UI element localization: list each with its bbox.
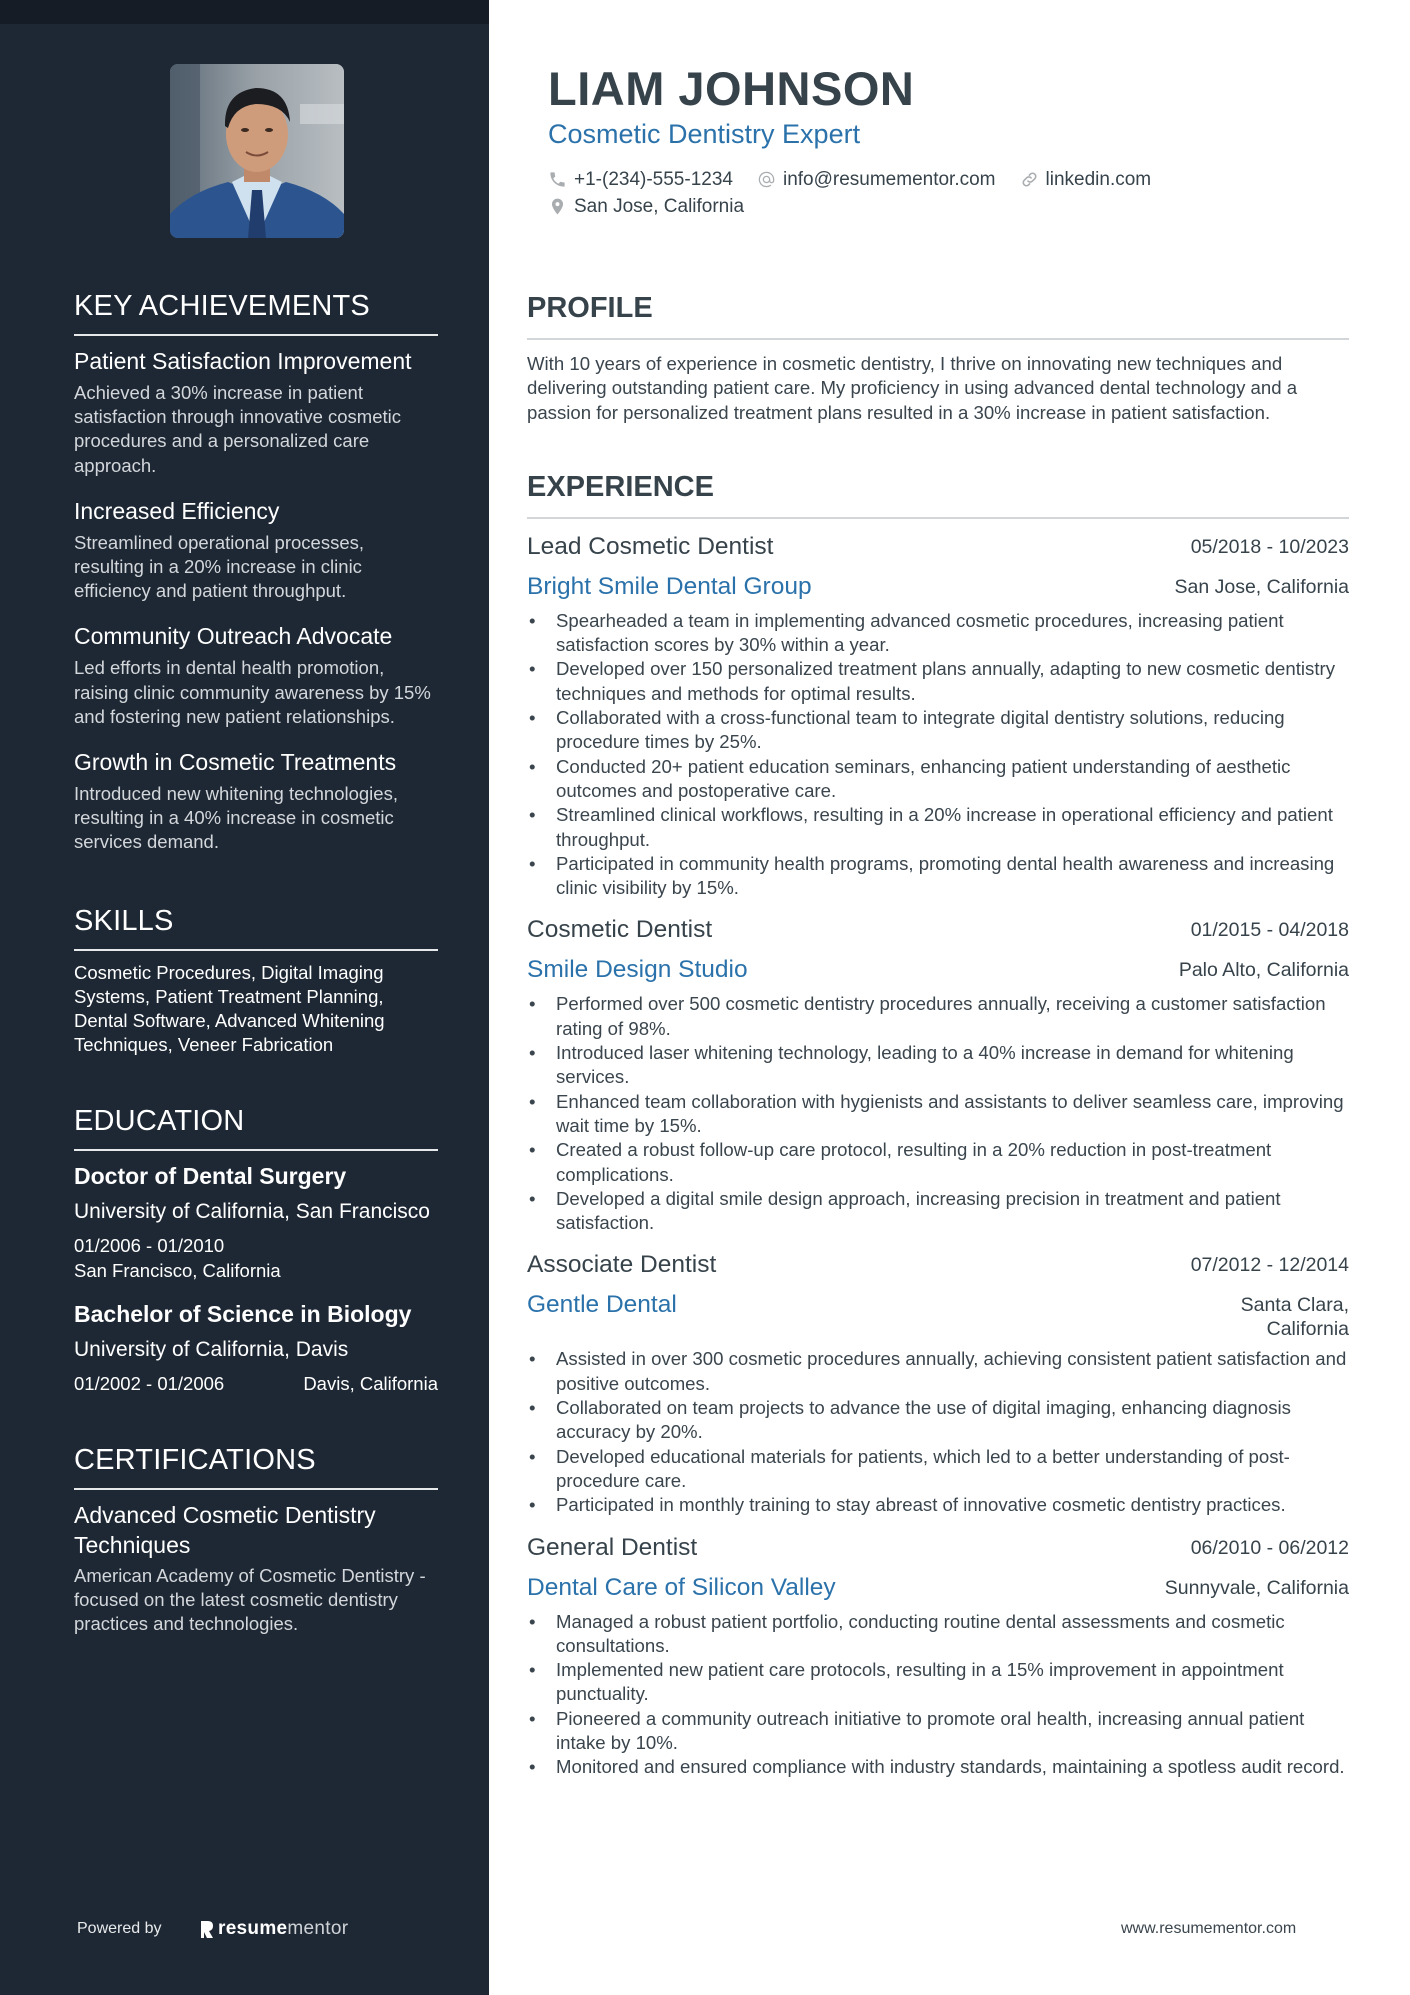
- resume-header: [548, 60, 1348, 220]
- achievement-desc: Introduced new whitening technologies, resulting in a 40% increase in cosmetic services demand.: [74, 783, 398, 853]
- job-bullet: • Implemented new patient care protocols, resulting in a 15% improvement in appointment punctuality.: [527, 1658, 1349, 1707]
- education-dates: 01/2002 - 01/2006: [74, 1372, 225, 1394]
- contact-location: [548, 193, 744, 220]
- job-dates: 01/2015 - 04/2018: [1190, 919, 1349, 942]
- education-school: University of California, San Francisco: [74, 1200, 430, 1224]
- achievement-item: [74, 496, 438, 604]
- certifications-section: [74, 1442, 438, 1637]
- website-link[interactable]: www.resumementor.com: [1121, 1920, 1297, 1937]
- education-location: Davis, California: [303, 1372, 438, 1394]
- education-dates: 01/2006 - 01/2010: [74, 1235, 225, 1257]
- job-company-row: [527, 1281, 1349, 1341]
- achievement-title: Patient Satisfaction Improvement: [74, 348, 412, 374]
- job-title: Cosmetic Dentist: [527, 916, 713, 944]
- job-bullet: • Introduced laser whitening technology, leading to a 40% increase in demand for whitening services.: [527, 1041, 1349, 1090]
- job-bullet: • Pioneered a community outreach initiative to promote oral health, increasing annual patient intake by 10%.: [527, 1707, 1349, 1756]
- job-title-row: [527, 1532, 1349, 1564]
- resumementor-logo[interactable]: [200, 1918, 348, 1940]
- linkedin-text: linkedin.com: [1045, 169, 1152, 190]
- job-title-row: [527, 1249, 1349, 1281]
- achievement-item: [74, 621, 438, 729]
- education-heading: EDUCATION: [74, 1103, 438, 1151]
- job-location: Palo Alto, California: [1178, 959, 1349, 982]
- job-bullet: • Participated in monthly training to stay abreast of innovative cosmetic dentistry practices.: [527, 1493, 1349, 1517]
- job-bullet: • Enhanced team collaboration with hygienists and assistants to deliver seamless care, improving wait time by 15%.: [527, 1090, 1349, 1139]
- sidebar-top-band: [0, 0, 489, 24]
- candidate-name: LIAM JOHNSON: [548, 62, 915, 115]
- education-degree: Bachelor of Science in Biology: [74, 1300, 412, 1327]
- achievement-item: [74, 346, 438, 478]
- job-title-row: [527, 914, 1349, 946]
- skills-heading: SKILLS: [74, 903, 438, 951]
- profile-summary: With 10 years of experience in cosmetic dentistry, I thrive on innovating new techniques and delivering outstanding patient care. My proficiency in using advanced dental technology and a passion for personalized treatment plans resulted in a 30% increase in patient satisfaction.: [527, 353, 1298, 423]
- job-dates: 07/2012 - 12/2014: [1190, 1254, 1349, 1277]
- job-bullet: • Participated in community health programs, promoting dental health awareness and increasing clinic visibility by 15%.: [527, 852, 1349, 901]
- job-location: Sunnyvale, California: [1164, 1576, 1349, 1599]
- job-bullet: • Assisted in over 300 cosmetic procedures annually, achieving consistent patient satisfaction and positive outcomes.: [527, 1347, 1349, 1396]
- job-company-row: [527, 563, 1349, 603]
- job-bullet: • Collaborated with a cross-functional team to integrate digital dentistry solutions, reducing procedure times by 25%.: [527, 706, 1349, 755]
- job-bullets: [527, 1347, 1349, 1517]
- contact-phone[interactable]: [548, 166, 733, 193]
- job-bullet: • Spearheaded a team in implementing advanced cosmetic procedures, increasing patient satisfaction scores by 30% within a year.: [527, 609, 1349, 658]
- job-dates: 05/2018 - 10/2023: [1190, 535, 1349, 558]
- powered-by: [77, 1918, 348, 1940]
- achievements-heading: KEY ACHIEVEMENTS: [74, 288, 438, 336]
- contact-linkedin[interactable]: [1020, 166, 1152, 193]
- experience-section: [527, 469, 1349, 1780]
- education-item: [74, 1299, 438, 1396]
- job-bullet: • Created a robust follow-up care protocol, resulting in a 20% reduction in post-treatment complications.: [527, 1138, 1349, 1187]
- brand-part-b: mentor: [287, 1918, 349, 1939]
- job-title-row: [527, 531, 1349, 563]
- job-company: Dental Care of Silicon Valley: [527, 1573, 836, 1601]
- job-entry: [527, 1532, 1349, 1780]
- education-location: San Francisco, California: [74, 1259, 281, 1281]
- job-bullet: • Streamlined clinical workflows, resulting in a 20% increase in operational efficiency and patient throughput.: [527, 803, 1349, 852]
- job-bullet: • Developed over 150 personalized treatment plans annually, adapting to new cosmetic dentistry techniques and methods for optimal results.: [527, 657, 1349, 706]
- job-bullets: [527, 992, 1349, 1235]
- education-meta: [74, 1372, 438, 1396]
- education-section: [74, 1103, 438, 1396]
- portrait-image: [170, 64, 344, 238]
- job-bullets: [527, 1610, 1349, 1780]
- achievements-section: [74, 288, 438, 855]
- contact-row-1: [548, 166, 1348, 193]
- contact-info: [548, 166, 1348, 220]
- achievement-desc: Led efforts in dental health promotion, raising clinic community awareness by 15% and fostering new patient relationships.: [74, 657, 431, 727]
- job-entry: [527, 1249, 1349, 1517]
- phone-text: +1-(234)-555-1234: [574, 169, 733, 190]
- achievement-desc: Streamlined operational processes, resulting in a 20% increase in clinic efficiency and patient throughput.: [74, 531, 364, 602]
- certification-desc: American Academy of Cosmetic Dentistry - focused on the latest cosmetic dentistry practices and technologies.: [74, 1565, 426, 1635]
- achievement-title: Increased Efficiency: [74, 497, 280, 524]
- experience-heading: EXPERIENCE: [527, 469, 1349, 519]
- education-school: University of California, Davis: [74, 1337, 349, 1361]
- resumementor-mark-icon: [200, 1920, 214, 1939]
- job-company-row: [527, 946, 1349, 986]
- job-entry: [527, 914, 1349, 1235]
- job-title: Associate Dentist: [527, 1251, 717, 1279]
- skills-section: [74, 903, 438, 1058]
- spacer: [527, 425, 1349, 469]
- job-bullet: • Monitored and ensured compliance with industry standards, maintaining a spotless audit record.: [527, 1755, 1349, 1779]
- location-pin-icon: [548, 197, 567, 216]
- main-content: [527, 290, 1349, 1794]
- education-meta: [74, 1234, 438, 1282]
- profile-section: [527, 290, 1349, 425]
- skills-list: Cosmetic Procedures, Digital Imaging Systems, Patient Treatment Planning, Dental Software, Advanced Whitening Techniques, Veneer Fabrication: [74, 961, 385, 1056]
- job-bullet: • Collaborated on team projects to advance the use of digital imaging, enhancing diagnosis accuracy by 20%.: [527, 1396, 1349, 1445]
- job-bullets: [527, 609, 1349, 901]
- job-location: San Jose, California: [1174, 575, 1349, 598]
- job-title: Lead Cosmetic Dentist: [527, 532, 774, 560]
- job-title: General Dentist: [527, 1533, 698, 1561]
- job-bullet: • Developed educational materials for patients, which led to a better understanding of post-procedure care.: [527, 1445, 1349, 1494]
- job-company: Bright Smile Dental Group: [527, 572, 812, 600]
- achievement-title: Community Outreach Advocate: [74, 623, 393, 650]
- job-entry: [527, 531, 1349, 901]
- achievement-item: [74, 747, 438, 855]
- job-company: Gentle Dental: [527, 1291, 677, 1319]
- certifications-heading: CERTIFICATIONS: [74, 1442, 438, 1490]
- profile-photo: [170, 64, 344, 238]
- job-bullet: • Developed a digital smile design approach, increasing precision in treatment and patient satisfaction.: [527, 1187, 1349, 1236]
- education-item: [74, 1161, 438, 1282]
- job-dates: 06/2010 - 06/2012: [1190, 1536, 1349, 1559]
- profile-heading: PROFILE: [527, 290, 1349, 340]
- certification-title: Advanced Cosmetic Dentistry Techniques: [74, 1502, 376, 1559]
- powered-by-label: Powered by: [77, 1920, 162, 1937]
- location-text: San Jose, California: [574, 196, 745, 217]
- job-location: Santa Clara, California: [1240, 1294, 1349, 1341]
- phone-icon: [548, 170, 567, 189]
- contact-row-2: [548, 193, 1348, 220]
- email-text: info@resumementor.com: [782, 169, 996, 190]
- education-degree: Doctor of Dental Surgery: [74, 1163, 347, 1190]
- candidate-role: Cosmetic Dentistry Expert: [548, 119, 861, 149]
- at-icon: [757, 170, 776, 189]
- sidebar-content: [74, 288, 438, 1637]
- achievement-desc: Achieved a 30% increase in patient satisfaction through innovative cosmetic procedures and a personalized care approach.: [74, 382, 402, 476]
- achievement-title: Growth in Cosmetic Treatments: [74, 749, 397, 776]
- link-icon: [1020, 170, 1039, 189]
- job-bullet: • Conducted 20+ patient education seminars, enhancing patient understanding of aesthetic outcomes and postoperative care.: [527, 755, 1349, 804]
- job-bullet: • Managed a robust patient portfolio, conducting routine dental assessments and cosmetic consultations.: [527, 1610, 1349, 1659]
- job-company-row: [527, 1564, 1349, 1604]
- job-company: Smile Design Studio: [527, 956, 748, 984]
- contact-email[interactable]: [757, 166, 996, 193]
- brand-part-a: resume: [218, 1918, 288, 1939]
- sidebar: [0, 0, 489, 1995]
- job-bullet: • Performed over 500 cosmetic dentistry procedures annually, receiving a customer satisfaction rating of 98%.: [527, 992, 1349, 1041]
